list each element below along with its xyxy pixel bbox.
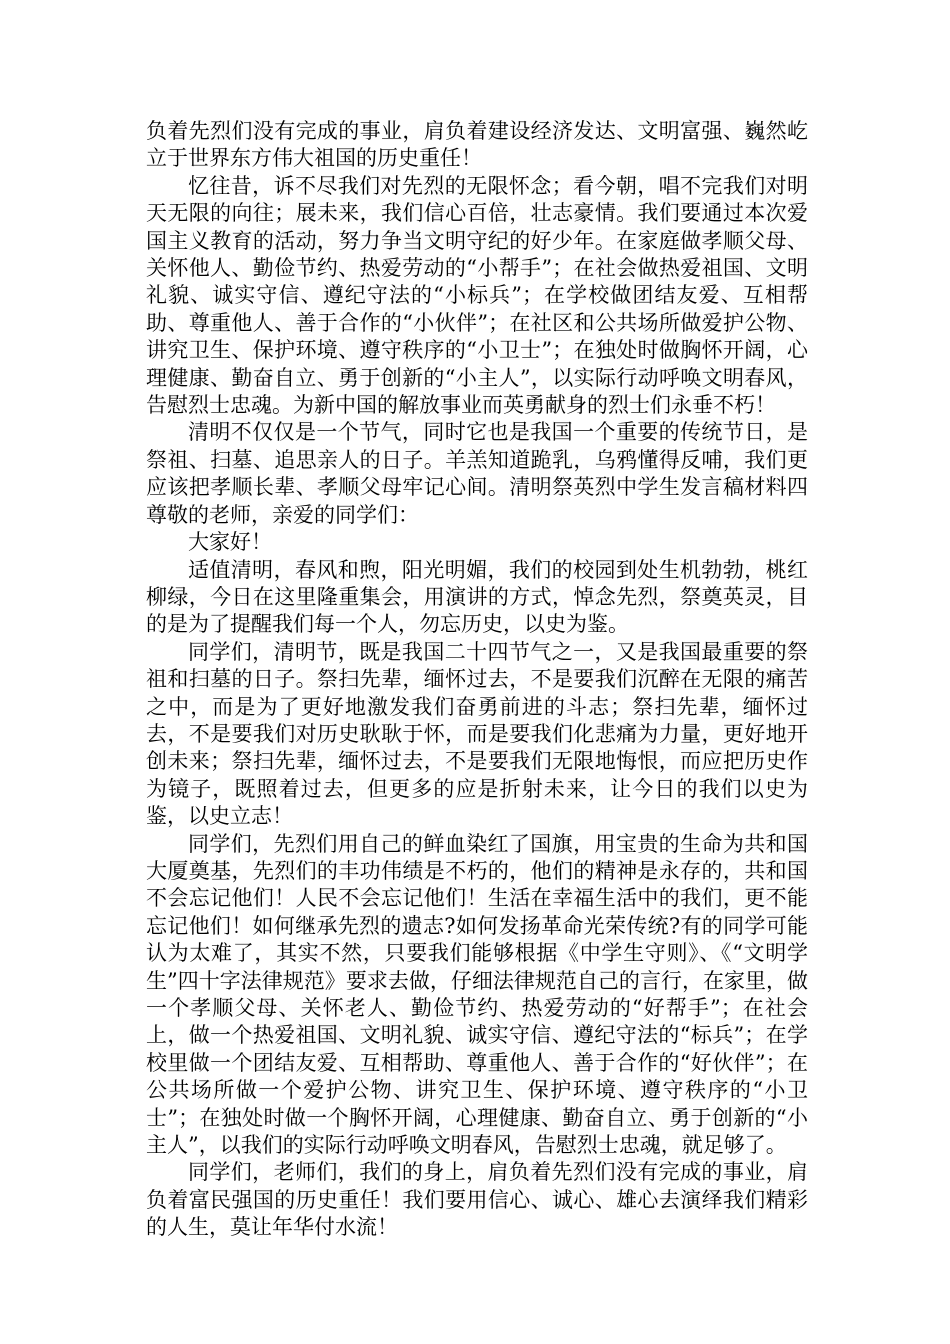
paragraph-8: 同学们，老师们，我们的身上，肩负着先烈们没有完成的事业，肩负着富民强国的历史重任！我们要用信心、诚心、雄心去演绎我们精彩的人生，莫让年华付水流！ xyxy=(146,1160,808,1240)
paragraph-1: 负着先烈们没有完成的事业，肩负着建设经济发达、文明富强、巍然屹立于世界东方伟大祖国的历史重任！ xyxy=(146,119,808,171)
paragraph-3: 清明不仅仅是一个节气，同时它也是我国一个重要的传统节日，是祭祖、扫墓、追思亲人的日子。羊羔知道跪乳，乌鸦懂得反哺，我们更应该把孝顺长辈、孝顺父母牢记心间。清明祭英烈中学生发言稿材料四尊敬的老师，亲爱的同学们： xyxy=(146,420,808,527)
paragraph-7: 同学们，先烈们用自己的鲜血染红了国旗，用宝贵的生命为共和国大厦奠基，先烈们的丰功伟绩是不朽的，他们的精神是永存的，共和国不会忘记他们！人民不会忘记他们！生活在幸福生活中的我们，更不能忘记他们！如何继承先烈的遗志?如何发扬革命光荣传统?有的同学可能认为太难了，其实不然，只要我们能够根据《中学生守则》、《“文明学生”四十字法律规范》要求去做，仔细法律规范自己的言行，在家里，做一个孝顺父母、关怀老人、勤俭节约、热爱劳动的“好帮手”；在社会上，做一个热爱祖国、文明礼貌、诚实守信、遵纪守法的“标兵”；在学校里做一个团结友爱、互相帮助、尊重他人、善于合作的“好伙伴”；在公共场所做一个爱护公物、讲究卫生、保护环境、遵守秩序的“小卫士”；在独处时做一个胸怀开阔，心理健康、勤奋自立、勇于创新的“小主人”，以我们的实际行动呼唤文明春风，告慰烈士忠魂，就足够了。 xyxy=(146,831,808,1158)
paragraph-4: 大家好！ xyxy=(188,530,272,555)
document-body xyxy=(146,118,808,1242)
paragraph-5: 适值清明，春风和煦，阳光明媚，我们的校园到处生机勃勃，桃红柳绿，今日在这里隆重集会，用演讲的方式，悼念先烈，祭奠英灵，目的是为了提醒我们每一个人，勿忘历史，以史为鉴。 xyxy=(146,557,808,637)
paragraph-2: 忆往昔，诉不尽我们对先烈的无限怀念；看今朝，唱不完我们对明天无限的向往；展未来，我们信心百倍，壮志豪情。我们要通过本次爱国主义教育的活动，努力争当文明守纪的好少年。在家庭做孝顺父母、关怀他人、勤俭节约、热爱劳动的“小帮手”；在社会做热爱祖国、文明礼貌、诚实守信、遵纪守法的“小标兵”；在学校做团结友爱、互相帮助、尊重他人、善于合作的“小伙伴”；在社区和公共场所做爱护公物、讲究卫生、保护环境、遵守秩序的“小卫士”；在独处时做胸怀开阔，心理健康、勤奋自立、勇于创新的“小主人”，以实际行动呼唤文明春风，告慰烈士忠魂。为新中国的解放事业而英勇献身的烈士们永垂不朽！ xyxy=(146,173,808,418)
paragraph-6: 同学们，清明节，既是我国二十四节气之一，又是我国最重要的祭祖和扫墓的日子。祭扫先辈，缅怀过去，不是要我们沉醉在无限的痛苦之中，而是为了更好地激发我们奋勇前进的斗志；祭扫先辈，缅怀过去，不是要我们对历史耿耿于怀，而是要我们化悲痛为力量，更好地开创未来；祭扫先辈，缅怀过去，不是要我们无限地悔恨，而应把历史作为镜子，既照着过去，但更多的应是折射未来，让今日的我们以史为鉴，以史立志！ xyxy=(146,639,808,829)
